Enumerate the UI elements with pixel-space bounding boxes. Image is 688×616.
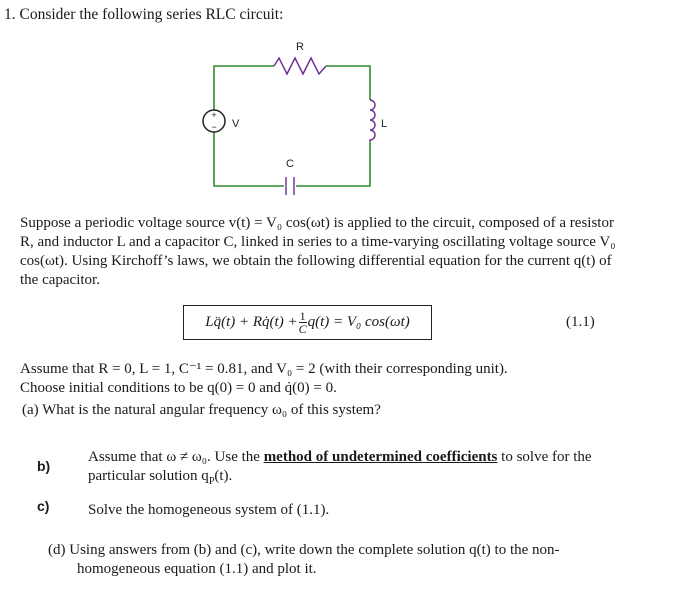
wire-top-right (326, 66, 370, 100)
equation-number: (1.1) (566, 314, 595, 330)
paragraph-assumptions (20, 360, 620, 398)
resistor-symbol (274, 58, 326, 74)
assumptions-line-2: Choose initial conditions to be q(0) = 0 and q̇(0) = 0. (20, 380, 337, 396)
resistor-label: R (296, 41, 304, 53)
source-label: V (232, 118, 240, 130)
part-b-label: b) (37, 458, 51, 474)
equation-box (183, 305, 432, 340)
particular-subscript: P (208, 476, 215, 487)
source-minus-sign: − (211, 122, 217, 132)
part-a-question: (a) What is the natural angular frequency ω₀ of this system? (22, 402, 381, 418)
equation-fraction (299, 310, 307, 335)
wire-bottom-right (296, 142, 370, 186)
fraction-numerator: 1 (299, 309, 306, 323)
part-b-text-middle: to solve for the particular solution q (88, 449, 592, 484)
equation-lhs: Lq̈(t) + Rq̇(t) + (205, 314, 298, 330)
part-d-line-1: (d) Using answers from (b) and (c), write down the complete solution q(t) to the non- (48, 542, 560, 558)
part-b-text-end: (t). (214, 468, 233, 484)
part-d-question (48, 541, 648, 579)
capacitor-label: C (286, 158, 294, 170)
part-c-question: Solve the homogeneous system of (1.1). (88, 502, 330, 518)
inductor-label: L (381, 118, 388, 130)
source-plus-sign: + (211, 110, 217, 120)
inductor-symbol (370, 100, 375, 142)
part-b-question (88, 448, 648, 491)
fraction-denominator: C (298, 322, 307, 336)
capacitor-symbol (286, 177, 294, 195)
paragraph-circuit-description: Suppose a periodic voltage source v(t) = V₀ cos(ωt) is applied to the circuit, composed of a resistor R, and inductor L and a capacitor C, linked in series to a time-varying oscillating voltage source V₀ cos(ωt). Using Kirchoff’s laws, we obtain the following differential equation for the current q(t) of the capacitor. (20, 215, 616, 288)
part-d-line-2: homogeneous equation (1.1) and plot it. (77, 561, 317, 577)
question-title: 1. Consider the following series RLC circuit: (4, 6, 284, 23)
rlc-circuit-diagram (190, 38, 390, 198)
method-emphasis: method of undetermined coefficients (263, 449, 498, 465)
wire-top-left (214, 66, 274, 110)
assumptions-line-1: Assume that R = 0, L = 1, C⁻¹ = 0.81, and V₀ = 2 (with their corresponding unit). (20, 361, 508, 377)
part-b-text-start: Assume that ω ≠ ω₀. Use the (88, 449, 264, 465)
part-c-label: c) (37, 498, 50, 514)
wire-bottom-left (214, 132, 284, 186)
equation-rhs: q(t) = V₀ cos(ωt) (307, 314, 410, 330)
